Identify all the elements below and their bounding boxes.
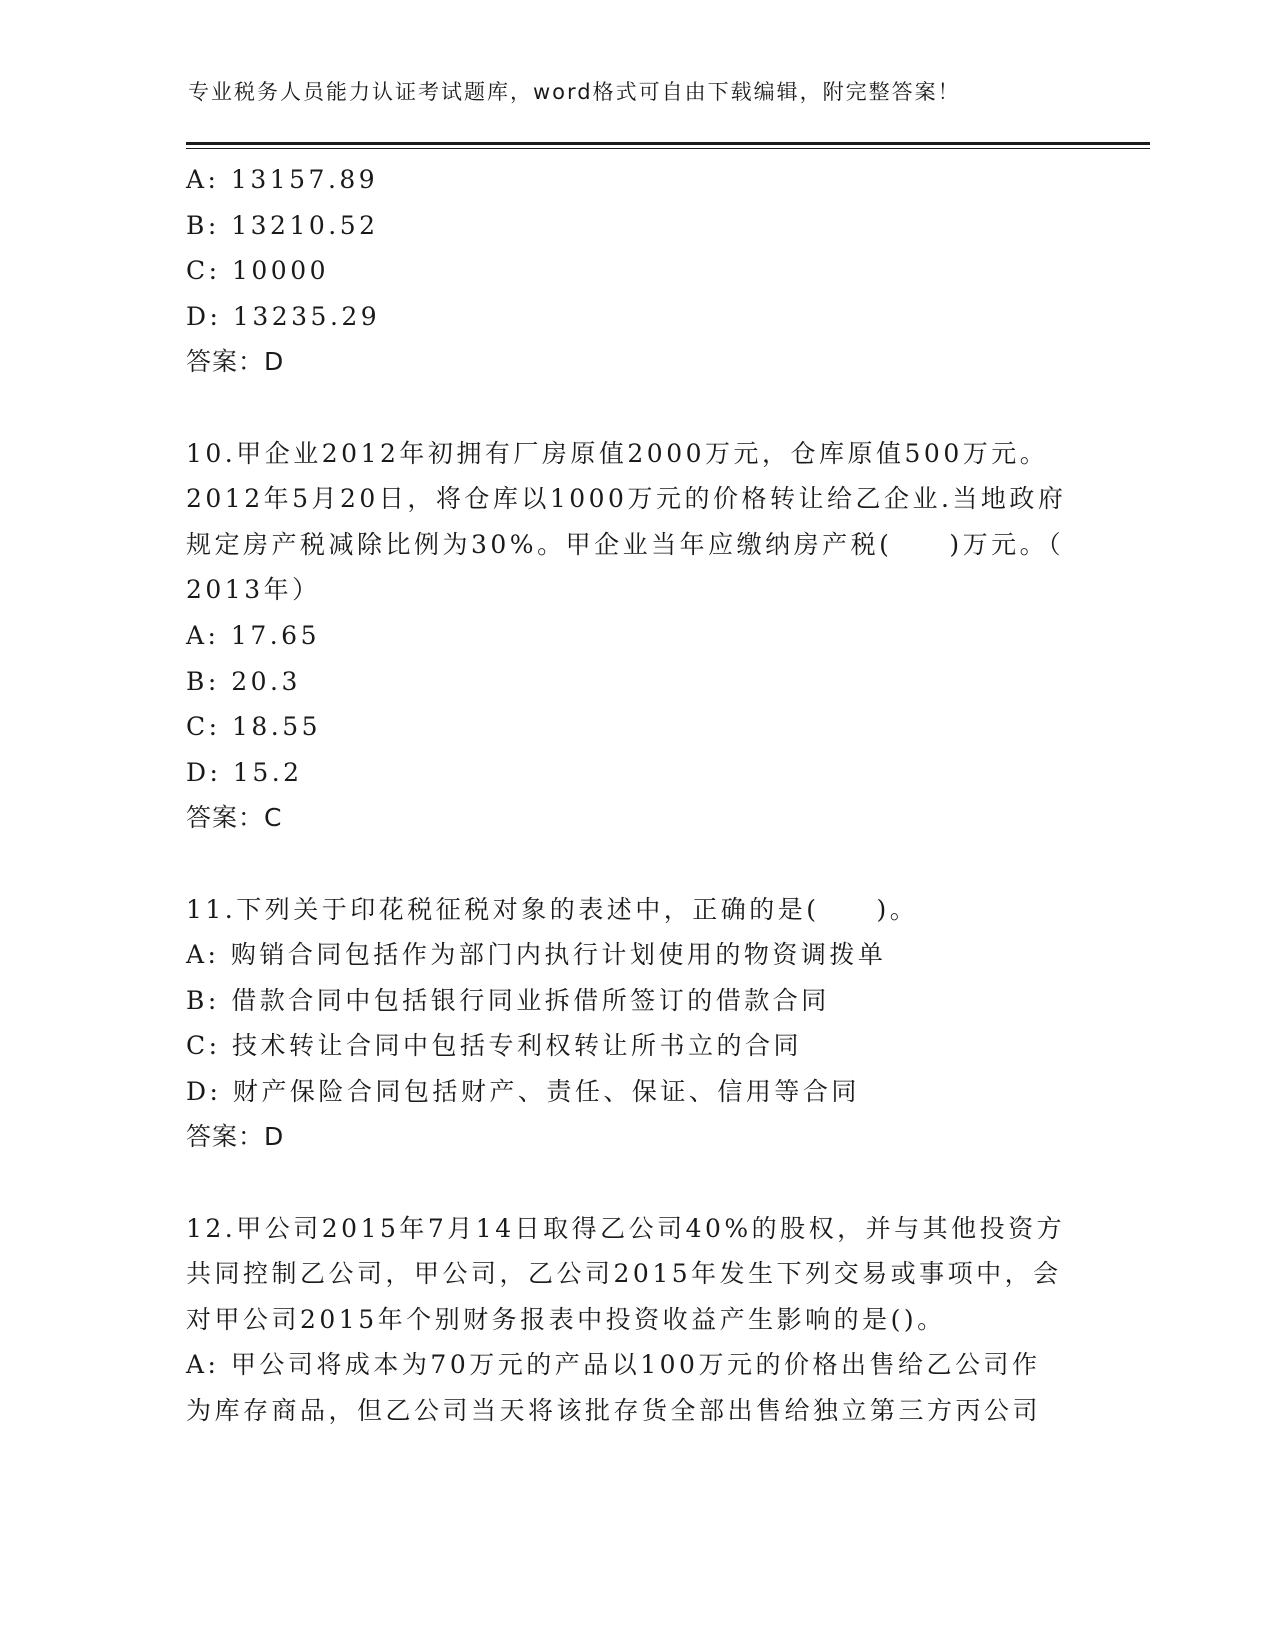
q12-stem-line: 12.甲公司2015年7月14日取得乙公司40%的股权，并与其他投资方 [186, 1213, 1066, 1243]
q10-stem-line: 2013年） [186, 575, 321, 605]
spacer [186, 385, 1086, 431]
q11-option-a: A: 购销合同包括作为部门内执行计划使用的物资调拨单 [186, 940, 887, 970]
q10-option-c: C: 18.55 [186, 712, 322, 742]
q10-answer: 答案：C [186, 803, 283, 833]
q12-option-a-continued: 为库存商品，但乙公司当天将该批存货全部出售给独立第三方丙公司 [186, 1396, 1042, 1426]
q10-option-b: B: 20.3 [186, 666, 301, 696]
q9-option-a: A: 13157.89 [186, 165, 379, 194]
q9-option-c: C: 10000 [186, 256, 330, 286]
q11-answer: 答案：D [186, 1122, 285, 1152]
q10-option-d: D: 15.2 [186, 757, 303, 787]
q11-stem-line: 11.下列关于印花税征税对象的表述中，正确的是( )。 [186, 894, 919, 924]
q10-stem-line: 2012年5月20日，将仓库以1000万元的价格转让给乙企业.当地政府 [186, 484, 1067, 514]
spacer [186, 841, 1086, 887]
q9-answer: 答案：D [186, 347, 285, 377]
q12-stem-line: 共同控制乙公司，甲公司，乙公司2015年发生下列交易或事项中，会 [186, 1259, 1062, 1289]
q11-option-c: C: 技术转让合同中包括专利权转让所书立的合同 [186, 1031, 802, 1061]
q10-stem-line: 10.甲企业2012年初拥有厂房原值2000万元，仓库原值500万元。 [186, 438, 1049, 468]
header-rule-thick [186, 142, 1150, 145]
q9-option-b: B: 13210.52 [186, 210, 379, 240]
q9-option-d: D: 13235.29 [186, 301, 381, 331]
q10-stem-line: 规定房产税减除比例为30%。甲企业当年应缴纳房产税( )万元。（ [186, 529, 1065, 559]
q11-option-b: B: 借款合同中包括银行同业拆借所签订的借款合同 [186, 985, 830, 1015]
header-rule-thin [186, 148, 1150, 149]
q10-option-a: A: 17.65 [186, 620, 320, 650]
question-content [186, 157, 1086, 1434]
q11-option-d: D: 财产保险合同包括财产、责任、保证、信用等合同 [186, 1076, 860, 1106]
q12-stem-line: 对甲公司2015年个别财务报表中投资收益产生影响的是()。 [186, 1304, 946, 1334]
q12-option-a: A: 甲公司将成本为70万元的产品以100万元的价格出售给乙公司作 [186, 1350, 1041, 1380]
page-header: 专业税务人员能力认证考试题库，word格式可自由下载编辑，附完整答案！ [188, 80, 961, 104]
spacer [186, 1160, 1086, 1206]
